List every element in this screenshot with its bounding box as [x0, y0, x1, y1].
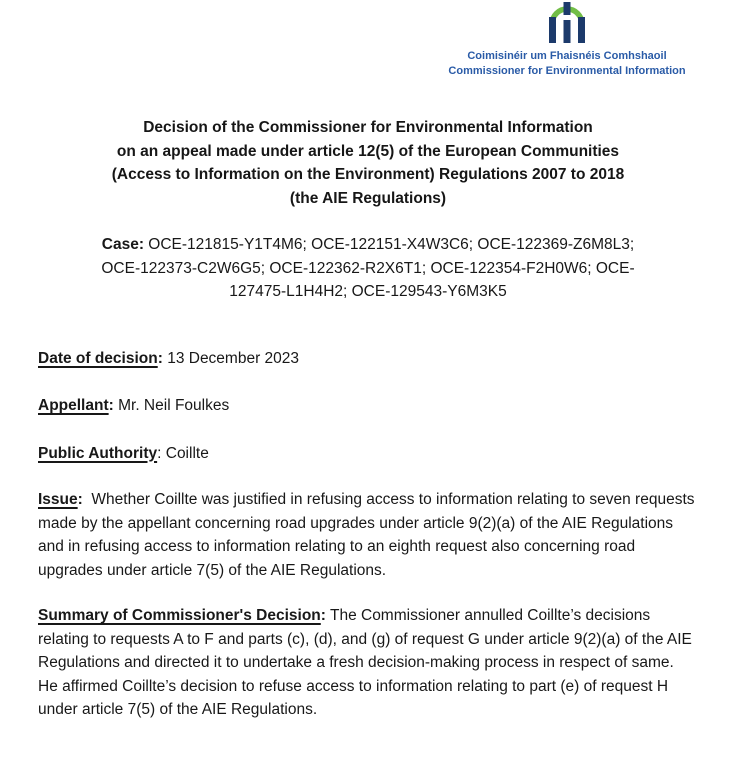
appellant-value: Mr. Neil Foulkes: [113, 397, 230, 414]
public-authority-label: Public Authority: [38, 444, 158, 462]
summary-text: The Commissioner annulled Coillte’s decisions relating to requests A to F and parts (c), (d), and (g) of request G under article 9(2)(a) of the AIE Regulations and directed it to undertake a fresh decision-making process in respect of same. He affirmed Coillte’s decision to refuse access to information relating to part (e) of request H under article 7(5) of the AIE Regulations.: [38, 607, 697, 718]
summary-paragraph: [38, 604, 698, 722]
document-title-line-1: Decision of the Commissioner for Environmental Information: [143, 119, 593, 136]
logo-title-irish: Coimisinéir um Fhaisnéis Comhshaoil: [467, 50, 667, 62]
public-authority-colon: :: [157, 444, 162, 462]
issue-text: Whether Coillte was justified in refusing access to information relating to seven requests made by the appellant concerning road upgrades under article 9(2)(a) of the AIE Regulations and in refusing access to information relating to an eighth request also concerning road upgrades under article 7(5) of the AIE Regulations.: [38, 491, 699, 579]
appellant-colon: :: [108, 397, 114, 414]
document-title-line-4: (the AIE Regulations): [289, 189, 447, 207]
issue-label: Issue: [38, 491, 78, 508]
commissioner-logo: [402, 2, 732, 79]
document-title-line-3: (Access to Information on the Environment) Regulations 2007 to 2018: [111, 166, 625, 183]
summary-label: Summary of Commissioner's Decision: [38, 607, 321, 624]
issue-colon: :: [77, 491, 83, 508]
public-authority-row: [38, 442, 698, 466]
case-reference: [81, 233, 656, 304]
logo-title-english: Commissioner for Environmental Information: [448, 65, 686, 77]
case-numbers: OCE-121815-Y1T4M6; OCE-122151-X4W3C6; OCE-122369-Z6M8L3; OCE-122373-C2W6G5; OCE-122362-R2X6T1; OCE-122354-F2H0W6; OCE-127475-L1H4H2; OCE-129543-Y6M3K5: [101, 236, 635, 300]
public-authority-value: Coillte: [161, 444, 209, 462]
case-label: Case:: [101, 236, 144, 253]
document-title: [38, 116, 698, 210]
date-of-decision-row: [38, 347, 698, 371]
date-of-decision-label: Date of decision: [38, 349, 158, 367]
appellant-row: [38, 394, 698, 418]
summary-colon: :: [320, 607, 326, 624]
date-of-decision-colon: :: [157, 349, 163, 367]
date-of-decision-value: 13 December 2023: [162, 349, 300, 367]
commissioner-logo-icon: [548, 2, 586, 44]
document-body: [0, 116, 736, 722]
appellant-label: Appellant: [38, 397, 109, 414]
logo-wordmark: [448, 49, 685, 79]
document-title-line-2: on an appeal made under article 12(5) of the European Communities: [116, 142, 620, 160]
issue-paragraph: [38, 488, 698, 582]
